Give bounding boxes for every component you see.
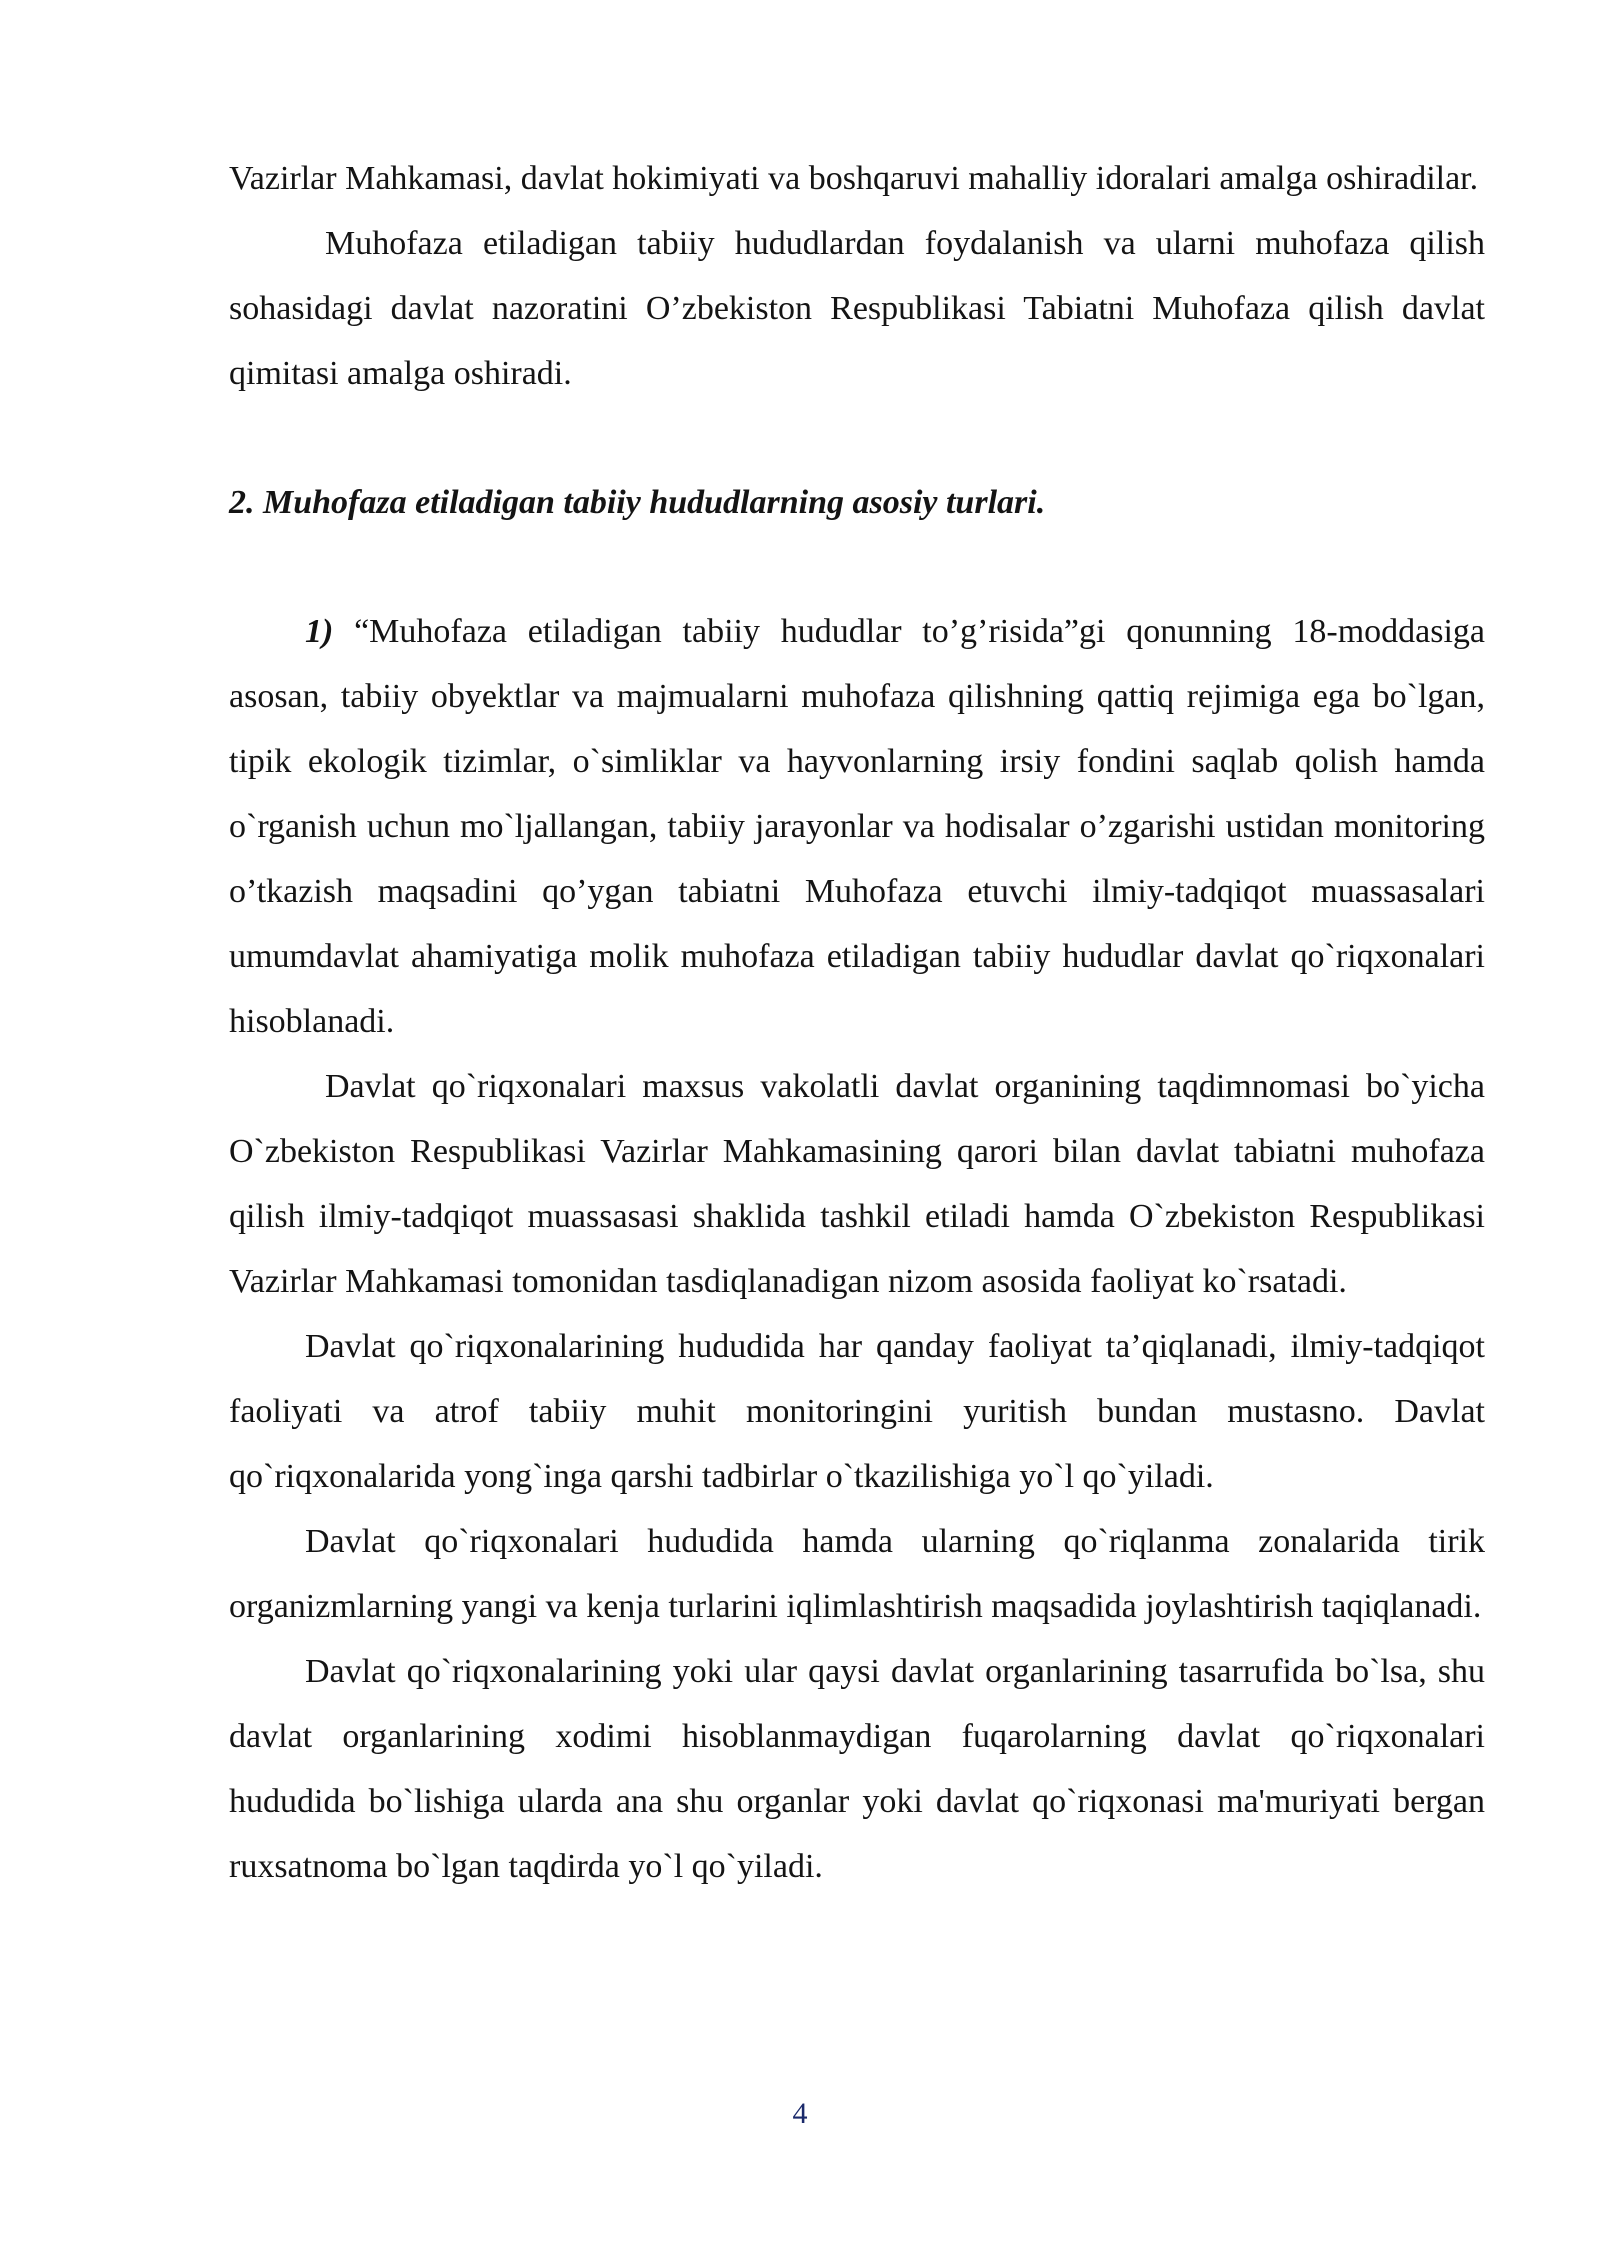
list-item-1	[229, 599, 1485, 1054]
paragraph-acclimatization: Davlat qo`riqxonalari hududida hamda ularning qo`riqlanma zonalarida tirik organizmlarning yangi va kenja turlarini iqlimlashtirish maqsadida joylashtirish taqiqlanadi.	[229, 1523, 1485, 1625]
paragraph-intro: Vazirlar Mahkamasi, davlat hokimiyati va boshqaruvi mahalliy idoralari amalga oshiradilar.	[229, 160, 1479, 197]
paragraph-access: Davlat qo`riqxonalarining yoki ular qaysi davlat organlarining tasarrufida bo`lsa, shu davlat organlarining xodimi hisoblanmaydigan fuqarolarning davlat qo`riqxonalari hududida bo`lishiga ularda ana shu organlar yoki davlat qo`riqxonasi ma'muriyati bergan ruxsatnoma bo`lgan taqdirda yo`l qo`yiladi.	[229, 1653, 1485, 1885]
list-item-number: 1)	[305, 613, 334, 650]
paragraph-state-control: Muhofaza etiladigan tabiiy hududlardan foydalanish va ularni muhofaza qilish sohasidagi davlat nazoratini O’zbekiston Respublikasi Tabiatni Muhofaza qilish davlat qimitasi amalga oshiradi.	[229, 225, 1485, 392]
list-item-text: “Muhofaza etiladigan tabiiy hududlar to’g’risida”gi qonunning 18-moddasiga asosan, tabiiy obyektlar va majmualarni muhofaza qilishning qattiq rejimiga ega bo`lgan, tipik ekologik tizimlar, o`simliklar va hayvonlarning irsiy fondini saqlab qolish hamda o`rganish uchun mo`ljallangan, tabiiy jarayonlar va hodisalar o’zgarishi ustidan monitoring o’tkazish maqsadini qo’ygan tabiatni Muhofaza etuvchi ilmiy-tadqiqot muassasalari umumdavlat ahamiyatiga molik muhofaza etiladigan tabiiy hududlar davlat qo`riqxonalari hisoblanadi.	[229, 613, 1486, 1040]
section-heading: 2. Muhofaza etiladigan tabiiy hududlarning asosiy turlari.	[229, 484, 1046, 521]
paragraph-establishment: Davlat qo`riqxonalari maxsus vakolatli davlat organining taqdimnomasi bo`yicha O`zbekiston Respublikasi Vazirlar Mahkamasining qarori bilan davlat tabiatni muhofaza qilish ilmiy-tadqiqot muassasasi shaklida tashkil etiladi hamda O`zbekiston Respublikasi Vazirlar Mahkamasi tomonidan tasdiqlanadigan nizom asosida faoliyat ko`rsatadi.	[229, 1068, 1485, 1300]
page-number: 4	[792, 2097, 808, 2130]
paragraph-prohibition: Davlat qo`riqxonalarining hududida har qanday faoliyat ta’qiqlanadi, ilmiy-tadqiqot faoliyati va atrof tabiiy muhit monitoringini yuritish bundan mustasno. Davlat qo`riqxonalarida yong`inga qarshi tadbirlar o`tkazilishiga yo`l qo`yiladi.	[229, 1328, 1485, 1495]
document-page	[229, 146, 1485, 1899]
